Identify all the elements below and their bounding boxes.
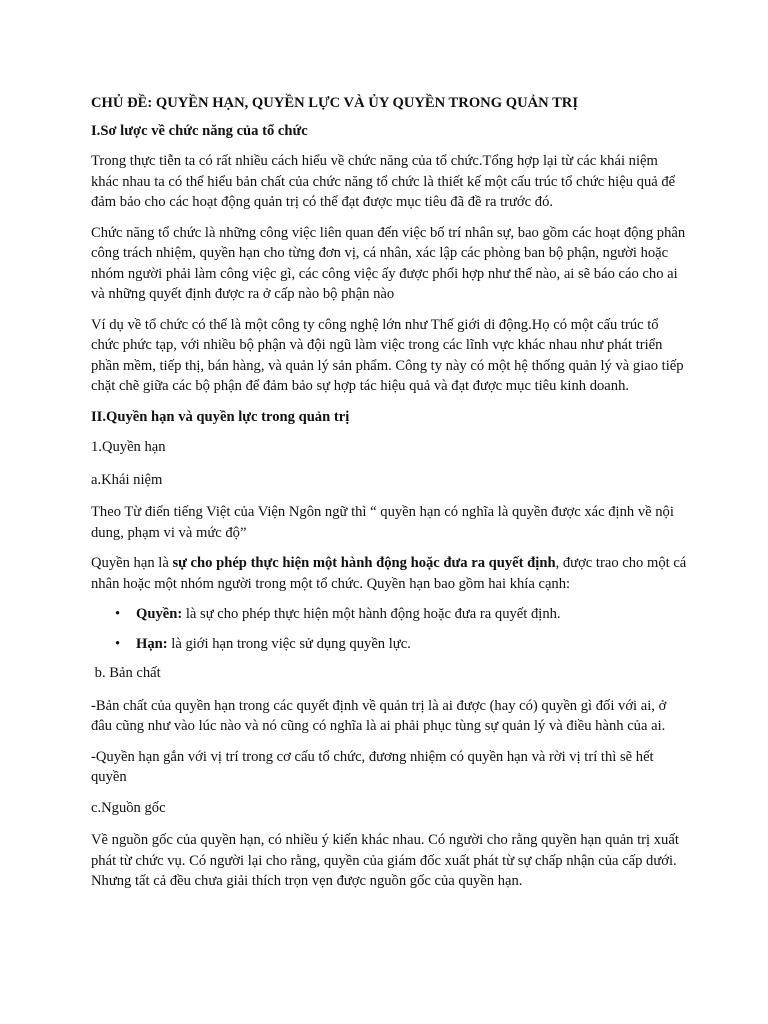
paragraph-1: Trong thực tiễn ta có rất nhiều cách hiểu về chức năng của tổ chức.Tổng hợp lại từ các khái niệm khác nhau ta có thể hiểu bản chất của chức năng tổ chức là thiết kế một cấu trúc tổ chức hiệu quả để đảm bảo cho các hoạt động quản trị có thể đạt được mục tiêu đã đề ra trước đó. [91,153,676,210]
paragraph-5-intro: Quyền hạn là [91,555,173,571]
paragraph-8: Về nguồn gốc của quyền hạn, có nhiều ý kiến khác nhau. Có người cho rằng quyền hạn quản trị xuất phát từ chức vụ. Có người lại cho rằng, quyền của giám đốc xuất phát từ sự chấp nhận của cấp dưới. Nhưng tất cả đều chưa giải thích trọn vẹn được nguồn gốc của quyền hạn. [91,832,679,889]
subheading-ban-chat: b. Bản chất [91,665,161,681]
document-title: CHỦ ĐỀ: QUYỀN HẠN, QUYỀN LỰC VÀ ỦY QUYỀN TRONG QUẢN TRỊ [91,95,579,111]
bullet-icon: • [115,606,121,622]
list-item [91,604,688,625]
bullet-list [91,604,688,654]
paragraph-5-rest: , được trao cho một cá nhân hoặc một nhóm người trong một tổ chức. Quyền hạn bao gồm hai khía cạnh: [91,555,687,592]
paragraph-4: Theo Từ điển tiếng Việt của Viện Ngôn ngữ thì “ quyền hạn có nghĩa là quyền được xác định về nội dung, phạm vi và mức độ” [91,504,674,541]
paragraph-7: -Quyền hạn gắn với vị trí trong cơ cấu tổ chức, đương nhiệm có quyền hạn và rời vị trí thì sẽ hết quyền [91,748,654,785]
list-item-text: là sự cho phép thực hiện một hành động hoặc đưa ra quyết định. [182,606,561,622]
subheading-quyen-han: 1.Quyền hạn [91,439,166,455]
paragraph-2: Chức năng tổ chức là những công việc liên quan đến việc bố trí nhân sự, bao gồm các hoạt động phân công trách nhiệm, quyền hạn cho từng đơn vị, cá nhân, xác lập các phòng ban bộ phận, người hoặc nhóm người phải làm công việc gì, các công việc ấy được phối hợp như thế nào, ai sẽ báo cáo cho ai và những quyết định được ra ở cấp nào bộ phận nào [91,224,686,302]
section-heading-2: II.Quyền hạn và quyền lực trong quản trị [91,408,350,425]
list-item [91,634,688,655]
paragraph-5 [91,553,688,594]
list-item-term: Quyền: [136,606,183,622]
section-heading-1: I.Sơ lược về chức năng của tổ chức [91,122,308,139]
subheading-nguon-goc: c.Nguồn gốc [91,799,166,816]
paragraph-3: Ví dụ về tổ chức có thể là một công ty công nghệ lớn như Thế giới di động.Họ có một cấu trúc tổ chức phức tạp, với nhiều bộ phận và đội ngũ làm việc trong các lĩnh vực khác nhau như phát triển phần mềm, tiếp thị, bán hàng, và quản lý sản phẩm. Công ty này có một hệ thống quản lý và giao tiếp chặt chẽ giữa các bộ phận để đảm bảo sự hợp tác hiệu quả và đạt được mục tiêu kinh doanh. [91,316,684,394]
list-item-text: là giới hạn trong việc sử dụng quyền lực. [167,635,411,652]
list-item-term: Hạn: [136,635,168,652]
paragraph-5-bold: sự cho phép thực hiện một hành động hoặc đưa ra quyết định [172,555,556,571]
subheading-khai-niem: a.Khái niệm [91,471,163,488]
paragraph-6: -Bản chất của quyền hạn trong các quyết định về quản trị là ai được (hay có) quyền gì đối với ai, ở đâu cũng như vào lúc nào và nó cũng có nghĩa là ai phải phục tùng sự quản lý và điều hành của ai. [91,697,667,734]
bullet-icon: • [115,635,121,652]
